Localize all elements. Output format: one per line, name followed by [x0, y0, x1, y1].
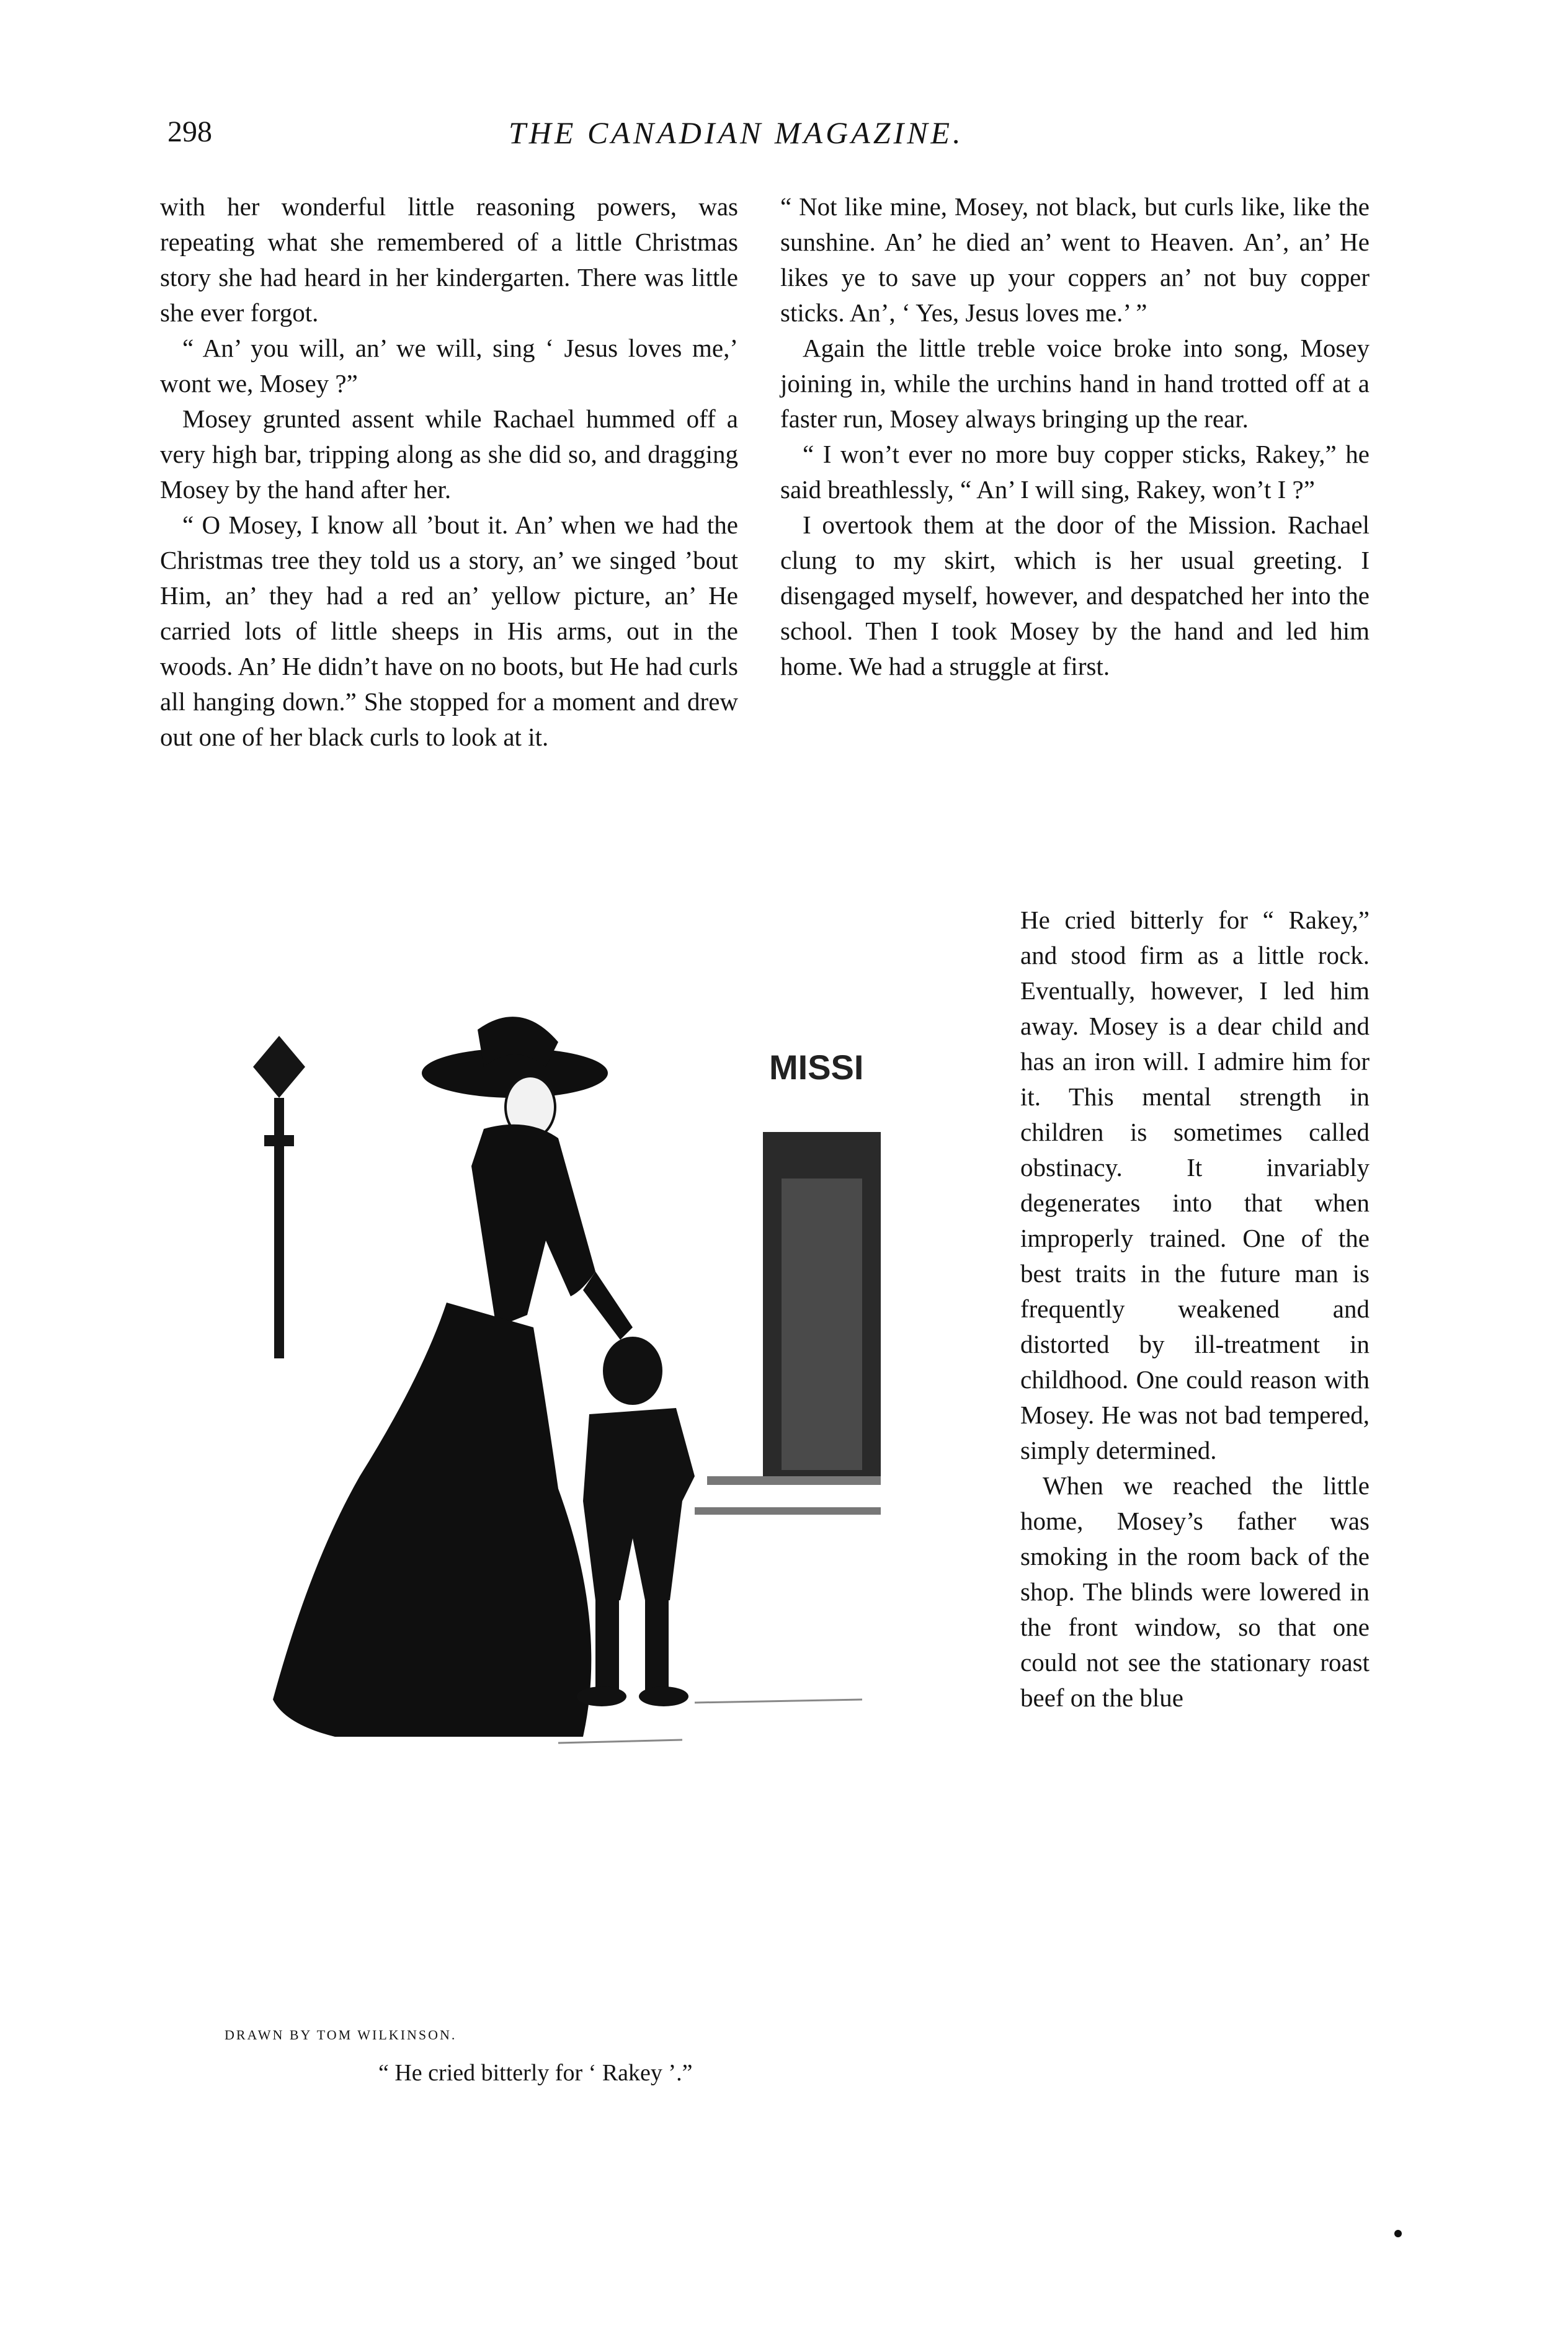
illustration — [236, 1005, 887, 1861]
illustration-credit: DRAWN BY TOM WILKINSON. — [225, 2027, 457, 2043]
paragraph: “ O Mosey, I know all ’bout it. An’ when we had the Christmas tree they told us a story, an’ we singed ’bout Him, an’ they had a red an’ yellow picture, an’ He carried lots of little sheeps in His arms, out in the woods. An’ He didn’t have on no boots, but He had curls all hanging down.” She stopped for a moment and drew out one of her black curls to look at it. — [160, 510, 738, 751]
woman-figure — [273, 1017, 633, 1737]
boy-figure — [577, 1337, 695, 1706]
paragraph: “ I won’t ever no more buy copper sticks, Rakey,” he said breathlessly, “ An’ I will sing, Rakey, won’t I ?” — [780, 440, 1370, 504]
paragraph: “ Not like mine, Mosey, not black, but curls like, like the sunshine. An’ he died an’ went to Heaven. An’, an’ He likes ye to save up your coppers an’ not buy copper sticks. An’, ‘ Yes, Jesus loves me.’ ” — [780, 192, 1370, 327]
text-column-right-narrow — [1020, 902, 1370, 1716]
page-dot — [1394, 2230, 1402, 2237]
page-number: 298 — [167, 115, 212, 148]
paragraph: I overtook them at the door of the Mission. Rachael clung to my skirt, which is her usual greeting. I disengaged myself, however, and despatched her into the school. Then I took Mosey by the hand and led him home. We had a struggle at first. — [780, 510, 1370, 680]
text-column-right — [780, 189, 1370, 684]
mission-sign: MISSI — [769, 1048, 864, 1087]
paragraph: with her wonderful little reasoning powers, was repeating what she remembered of a little Christmas story she had heard in her kindergarten. There was little she ever forgot. — [160, 192, 738, 327]
mission-steps — [695, 1476, 881, 1515]
illustration-caption: “ He cried bitterly for ‘ Rakey ’.” — [378, 2060, 693, 2086]
lamp-post — [253, 1036, 305, 1358]
paragraph: “ An’ you will, an’ we will, sing ‘ Jesus loves me,’ wont we, Mosey ?” — [160, 334, 738, 398]
paragraph: He cried bitterly for “ Rakey,” and stood firm as a little rock. Eventually, however, I led him away. Mosey is a dear child and has an iron will. I admire him for it. This mental strength in children is sometimes called obstinacy. It invariably degenerates into that when improperly trained. One of the best traits in the future man is frequently weakened and distorted by ill-treatment in childhood. One could reason with Mosey. He was not bad tempered, simply determined. — [1020, 906, 1370, 1464]
paragraph: Again the little treble voice broke into song, Mosey joining in, while the urchins hand in hand trotted off at a faster run, Mosey always bringing up the rear. — [780, 334, 1370, 433]
paragraph: Mosey grunted assent while Rachael hummed off a very high bar, tripping along as she did so, and dragging Mosey by the hand after her. — [160, 404, 738, 504]
running-title: THE CANADIAN MAGAZINE. — [509, 115, 964, 150]
mission-doorway — [763, 1048, 881, 1479]
text-column-left — [160, 189, 738, 755]
paragraph: When we reached the little home, Mosey’s father was smoking in the room back of the shop. The blinds were lowered in the front window, so that one could not see the stationary roast beef on the blue — [1020, 1471, 1370, 1712]
